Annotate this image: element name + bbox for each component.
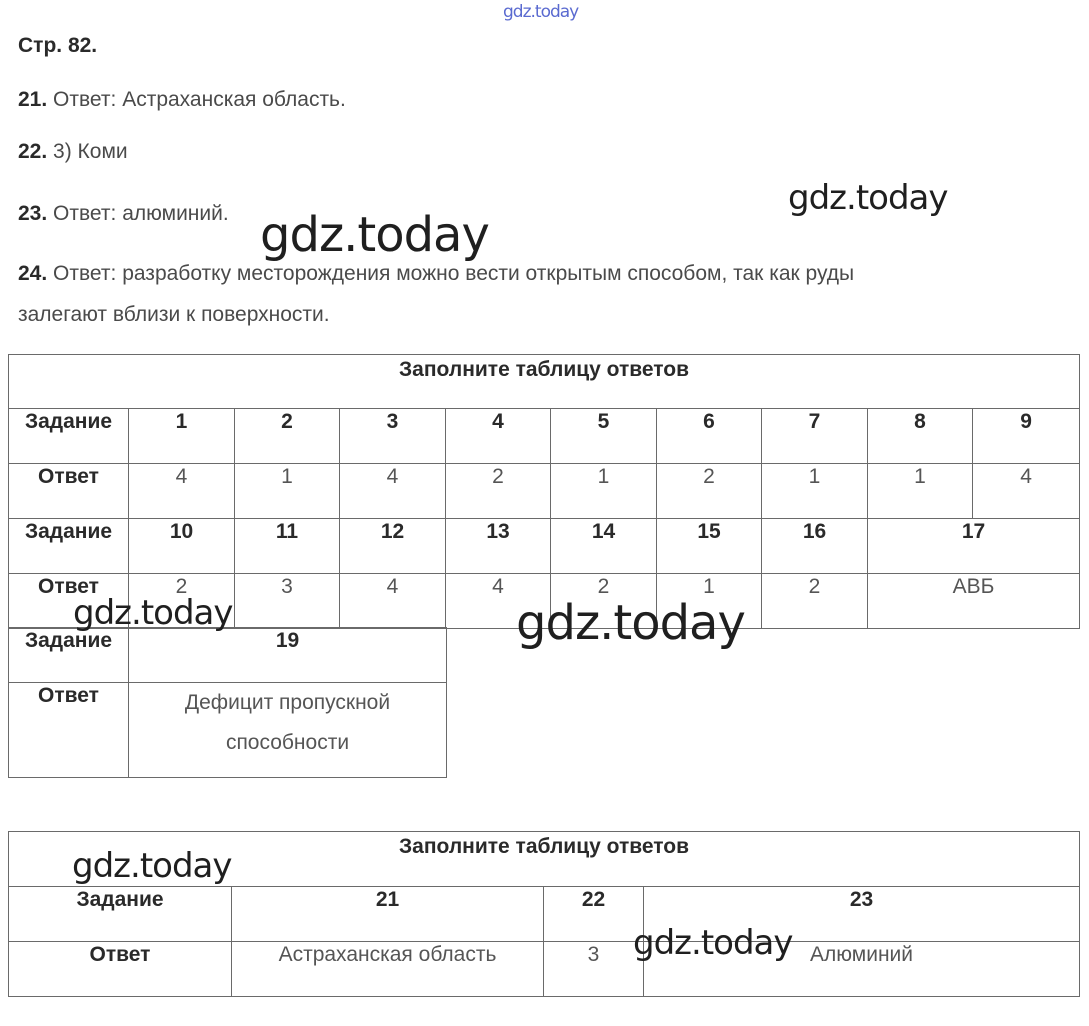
table-row [9, 942, 1080, 997]
answer-cell: 1 [868, 464, 973, 519]
task-label: Задание [9, 887, 232, 942]
task-number: 8 [868, 409, 973, 464]
answer-cell: 2 [762, 574, 868, 629]
answer-line-21 [18, 88, 346, 112]
answer-text: Ответ: разработку месторождения можно вести открытым способом, так как руды [53, 262, 855, 285]
answer-cell: 3 [544, 942, 644, 997]
task-number: 17 [868, 519, 1080, 574]
answer-cell: 4 [129, 464, 235, 519]
answer-label: Ответ [9, 574, 129, 629]
task-label: Задание [9, 628, 129, 683]
task-number: 10 [129, 519, 235, 574]
task-label: Задание [9, 409, 129, 464]
answer-cell: Астраханская область [232, 942, 544, 997]
task-number: 12 [340, 519, 446, 574]
answer-number: 24. [18, 262, 48, 285]
watermark: gdz.today [72, 846, 232, 886]
task-number: 16 [762, 519, 868, 574]
answer-text: Ответ: алюминий. [53, 202, 229, 225]
answer-cell: 2 [129, 574, 235, 629]
answer-line-24-cont [18, 303, 330, 327]
task-number: 13 [446, 519, 551, 574]
answer-line-24 [18, 262, 854, 286]
answer-text: Ответ: Астраханская область. [53, 88, 346, 111]
task-number: 3 [340, 409, 446, 464]
answer-cell: 1 [657, 574, 762, 629]
answer-number: 21. [18, 88, 48, 111]
answer-line-23 [18, 202, 229, 226]
watermark: gdz.today [260, 207, 489, 263]
answer-text: 3) Коми [53, 140, 128, 163]
table-title: Заполните таблицу ответов [9, 832, 1080, 887]
table-row [9, 574, 1080, 629]
task-number: 2 [235, 409, 340, 464]
answer-cell: 4 [340, 574, 446, 629]
task-number: 15 [657, 519, 762, 574]
answer-cell: 3 [235, 574, 340, 629]
answer-cell: АВБ [868, 574, 1080, 629]
task-number: 6 [657, 409, 762, 464]
watermark: gdz.today [73, 593, 233, 633]
answer-number: 22. [18, 140, 48, 163]
watermark: gdz.today [788, 178, 948, 218]
task-number: 9 [973, 409, 1080, 464]
watermark-top: gdz.today [503, 2, 579, 22]
answer-cell: Алюминий [644, 942, 1080, 997]
answer-label: Ответ [9, 942, 232, 997]
answer-cell: 4 [446, 574, 551, 629]
table-row [9, 887, 1080, 942]
task-number: 11 [235, 519, 340, 574]
answer-cell: 4 [973, 464, 1080, 519]
task-number: 1 [129, 409, 235, 464]
answer-label: Ответ [9, 464, 129, 519]
watermark: gdz.today [633, 923, 793, 963]
task-label: Задание [9, 519, 129, 574]
answer-cell: 1 [235, 464, 340, 519]
answer-label: Ответ [9, 683, 129, 778]
answer-cell: 2 [551, 574, 657, 629]
answer-cell: 1 [551, 464, 657, 519]
task-number: 14 [551, 519, 657, 574]
answer-cell: 1 [762, 464, 868, 519]
task-number: 7 [762, 409, 868, 464]
task-number: 23 [644, 887, 1080, 942]
answer-cell: 2 [657, 464, 762, 519]
page-heading: Стр. 82. [18, 34, 98, 57]
answer-line-22 [18, 140, 128, 164]
table-row [9, 683, 447, 778]
watermark: gdz.today [516, 595, 745, 651]
answers-table-1-part-2 [8, 627, 447, 778]
task-number: 21 [232, 887, 544, 942]
table-row [9, 464, 1080, 519]
table-row [9, 519, 1080, 574]
answer-cell: Дефицит пропускной способности [129, 683, 447, 778]
table-title: Заполните таблицу ответов [9, 355, 1080, 409]
table-row [9, 628, 447, 683]
answers-table-2 [8, 831, 1080, 997]
answer-number: 23. [18, 202, 48, 225]
task-number: 5 [551, 409, 657, 464]
answer-cell: 4 [340, 464, 446, 519]
task-number: 19 [129, 628, 447, 683]
answers-table-1 [8, 354, 1080, 629]
table-row [9, 409, 1080, 464]
answer-text: залегают вблизи к поверхности. [18, 303, 330, 326]
task-number: 4 [446, 409, 551, 464]
answer-cell: 2 [446, 464, 551, 519]
task-number: 22 [544, 887, 644, 942]
